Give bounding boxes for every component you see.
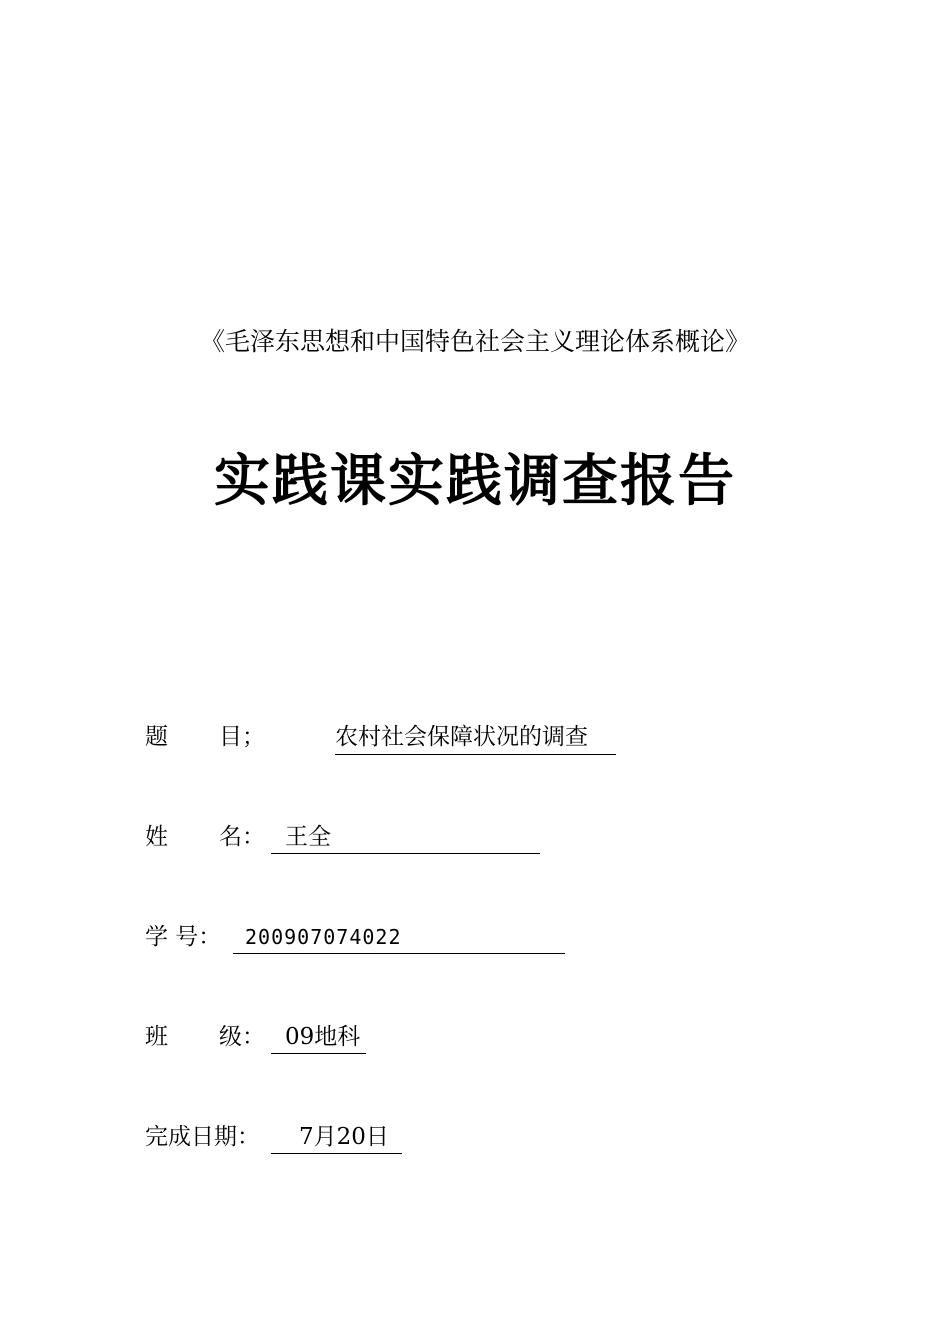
class-label-char-1: 班 (145, 1024, 168, 1050)
topic-label (145, 717, 265, 757)
topic-label-char-1: 题 (145, 724, 168, 750)
topic-value-text: 农村社会保障状况的调查 (335, 724, 588, 750)
name-label-char-1: 姓 (145, 824, 168, 850)
name-field (145, 817, 545, 857)
student-id-value-text: 200907074022 (245, 925, 402, 949)
date-field (145, 1117, 425, 1157)
name-value-text: 王全 (285, 824, 331, 850)
date-value (271, 1117, 402, 1154)
date-label: 完成日期： (145, 1124, 260, 1150)
date-value-text: 7月20日 (299, 1124, 389, 1150)
class-label-char-2: 级： (219, 1024, 265, 1050)
topic-label-char-2: 目； (219, 724, 265, 750)
student-id-value (233, 917, 565, 954)
class-value-text: 09地科 (285, 1024, 361, 1050)
name-label (145, 817, 265, 857)
class-value (271, 1017, 366, 1054)
student-id-label: 学 号： (145, 924, 222, 950)
student-id-field (145, 917, 575, 957)
report-title: 实践课实践调查报告 (214, 448, 736, 514)
class-field (145, 1017, 385, 1057)
course-title: 《毛泽东思想和中国特色社会主义理论体系概论》 (199, 327, 750, 356)
name-label-char-2: 名： (219, 824, 265, 850)
name-value (271, 817, 540, 854)
class-label (145, 1017, 265, 1057)
topic-value (335, 717, 616, 755)
topic-field (145, 717, 625, 757)
